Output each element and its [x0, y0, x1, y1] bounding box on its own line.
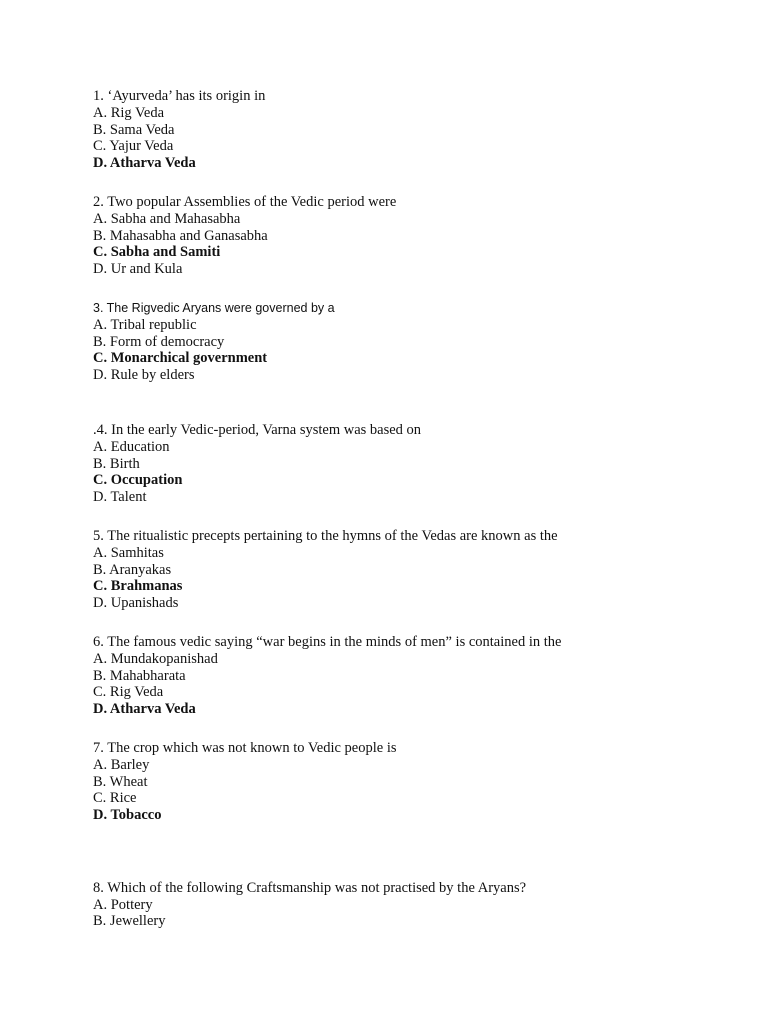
- option-c-correct: C. Occupation: [93, 472, 183, 489]
- option-d-correct: D. Tobacco: [93, 807, 162, 824]
- question-block: [93, 194, 733, 278]
- option-b: B. Mahabharata: [93, 667, 186, 684]
- question-text: 1. ‘Ayurveda’ has its origin in: [93, 88, 266, 104]
- question-text: 2. Two popular Assemblies of the Vedic period were: [93, 193, 397, 210]
- option-a: A. Barley: [93, 756, 150, 773]
- option-c-correct: C. Monarchical government: [93, 350, 268, 367]
- question-block: [93, 88, 733, 172]
- option-b: B. Birth: [93, 455, 140, 472]
- option-c: C. Yajur Veda: [93, 138, 174, 155]
- option-b: B. Jewellery: [93, 913, 166, 930]
- question-text: 7. The crop which was not known to Vedic people is: [93, 739, 397, 756]
- option-c-correct: C. Brahmanas: [93, 578, 183, 595]
- option-a: A. Rig Veda: [93, 104, 165, 121]
- question-block: [93, 880, 733, 930]
- question-text: 5. The ritualistic precepts pertaining to the hymns of the Vedas are known as the: [93, 527, 558, 544]
- option-b: B. Wheat: [93, 773, 148, 790]
- question-text: 3. The Rigvedic Aryans were governed by a: [93, 300, 335, 315]
- option-d-correct: D. Atharva Veda: [93, 701, 196, 718]
- option-a: A. Pottery: [93, 896, 153, 913]
- question-block: [93, 528, 733, 612]
- option-a: A. Samhitas: [93, 544, 164, 561]
- option-c-correct: C. Sabha and Samiti: [93, 244, 221, 261]
- option-b: B. Sama Veda: [93, 121, 175, 138]
- question-block: [93, 634, 733, 718]
- question-block: [93, 422, 733, 506]
- question-text: 8. Which of the following Craftsmanship was not practised by the Aryans?: [93, 879, 527, 896]
- option-c: C. Rice: [93, 790, 137, 807]
- option-b: B. Form of democracy: [93, 333, 225, 350]
- option-d: D. Ur and Kula: [93, 261, 183, 278]
- question-block: [93, 300, 733, 384]
- option-c: C. Rig Veda: [93, 684, 164, 701]
- option-b: B. Aranyakas: [93, 561, 172, 578]
- question-text: 6. The famous vedic saying “war begins in the minds of men” is contained in the: [93, 633, 562, 650]
- option-d: D. Rule by elders: [93, 367, 195, 384]
- question-block: [93, 740, 733, 824]
- option-a: A. Tribal republic: [93, 316, 197, 333]
- option-b: B. Mahasabha and Ganasabha: [93, 227, 268, 244]
- document-page: [93, 88, 733, 930]
- option-d: D. Upanishads: [93, 595, 179, 612]
- option-a: A. Education: [93, 438, 170, 455]
- option-d-correct: D. Atharva Veda: [93, 155, 196, 172]
- option-d: D. Talent: [93, 489, 147, 506]
- option-a: A. Mundakopanishad: [93, 650, 218, 667]
- question-text: .4. In the early Vedic-period, Varna system was based on: [93, 421, 422, 438]
- option-a: A. Sabha and Mahasabha: [93, 210, 241, 227]
